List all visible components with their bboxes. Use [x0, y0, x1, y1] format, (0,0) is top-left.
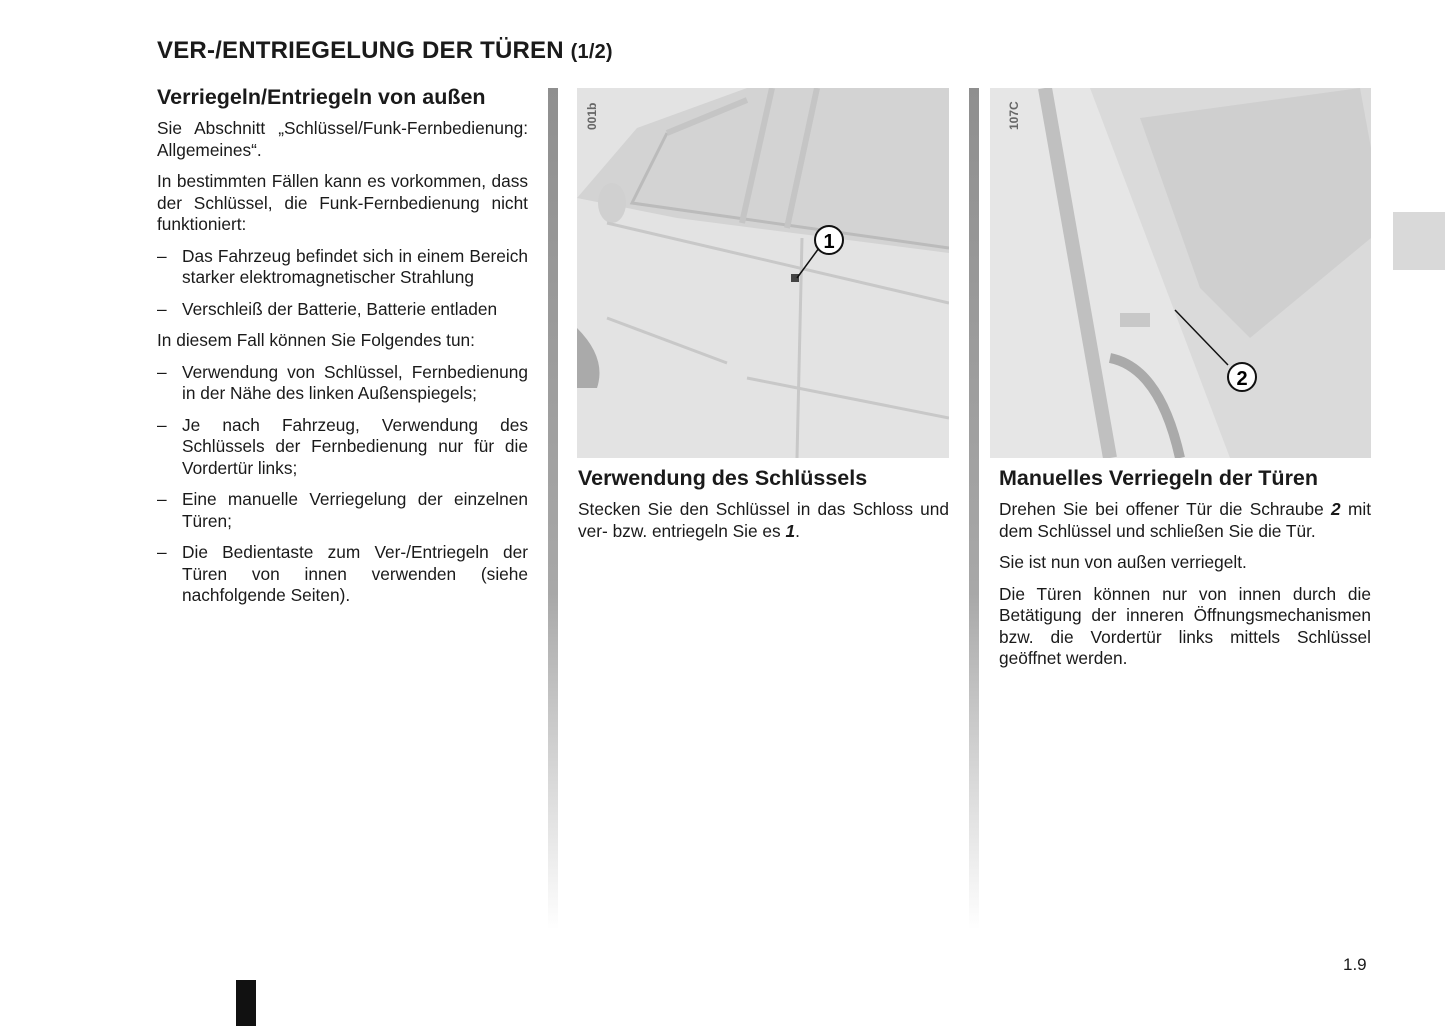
section-heading: Verwendung des Schlüssels [578, 466, 868, 490]
page-number: 1.9 [1343, 955, 1367, 974]
title-text: VER-/ENTRIEGELUNG DER TÜREN [157, 37, 564, 64]
text: Drehen Sie bei offener Tür die Schraube [999, 499, 1332, 519]
title-part: (1/2) [570, 41, 613, 63]
dash: – [157, 298, 167, 319]
image-code: 107C [1007, 101, 1021, 130]
reference: 2 [1331, 499, 1341, 519]
list-text: Die Bedientaste zum Ver-/Entriegeln der Türen von innen verwenden (siehe nachfolgende Seiten). [182, 542, 528, 605]
section-heading: Verriegeln/Entriegeln von außen [157, 85, 486, 109]
list-text: Je nach Fahrzeug, Verwendung des Schlüssels der Fernbedienung nur für die Vordertür links; [182, 414, 528, 478]
paragraph: Sie ist nun von außen verriegelt. [999, 552, 1247, 572]
chapter-tab [1393, 212, 1445, 270]
dash: – [157, 489, 167, 509]
list-text: Verschleiß der Batterie, Batterie entladen [182, 298, 498, 319]
image-code: 001b [585, 102, 599, 130]
list-item [157, 362, 528, 405]
car-door-illustration [577, 88, 949, 458]
left-column [157, 84, 528, 617]
list-text: Verwendung von Schlüssel, Fernbedienung in der Nähe des linken Außenspiegels; [182, 361, 528, 403]
list-item [157, 542, 528, 607]
list-item [157, 415, 528, 480]
list-text: Eine manuelle Verriegelung der einzelnen Türen; [182, 489, 528, 531]
dash: – [157, 542, 167, 562]
page-title [157, 37, 613, 65]
paragraph: In diesem Fall können Sie Folgendes tun: [157, 330, 475, 350]
door-lock-drawing [990, 88, 1371, 458]
car-door-drawing [577, 88, 949, 458]
page-marker [236, 980, 256, 1026]
paragraph: In bestimmten Fällen kann es vorkommen, dass der Schlüssel, die Funk-Fernbedienung nicht funktioniert: [157, 171, 528, 234]
reference: 1 [785, 520, 796, 541]
column-divider [548, 88, 558, 930]
middle-column [578, 465, 949, 552]
dash: – [157, 414, 167, 435]
list-item [157, 246, 528, 289]
list-item [157, 489, 528, 532]
right-column [999, 465, 1371, 680]
door-lock-illustration [990, 88, 1371, 458]
text: . [795, 520, 800, 541]
text: Stecken Sie den Schlüssel in das Schloss und ver- bzw. entriegeln Sie es [578, 499, 949, 541]
section-heading: Manuelles Verriegeln der Türen [999, 466, 1319, 490]
dash: – [157, 245, 167, 266]
list-text: Das Fahrzeug befindet sich in einem Bereich starker elektromagnetischer Strahlung [182, 245, 528, 287]
callout-1: 1 [823, 231, 835, 253]
paragraph: Sie Abschnitt „Schlüssel/Funk-Fernbedienung: Allgemeines“. [157, 118, 528, 160]
paragraph [999, 499, 1371, 542]
column-divider [969, 88, 979, 930]
list-item [157, 299, 528, 321]
callout-2: 2 [1236, 368, 1248, 390]
paragraph: Die Türen können nur von innen durch die Betätigung der inneren Öffnungsmechanismen bzw. die Vordertür links mittels Schlüssel geöffnet werden. [999, 583, 1371, 668]
text: mit dem Schlüssel und schließen Sie die Tür. [999, 499, 1372, 541]
paragraph [578, 499, 949, 542]
dash: – [157, 361, 167, 382]
